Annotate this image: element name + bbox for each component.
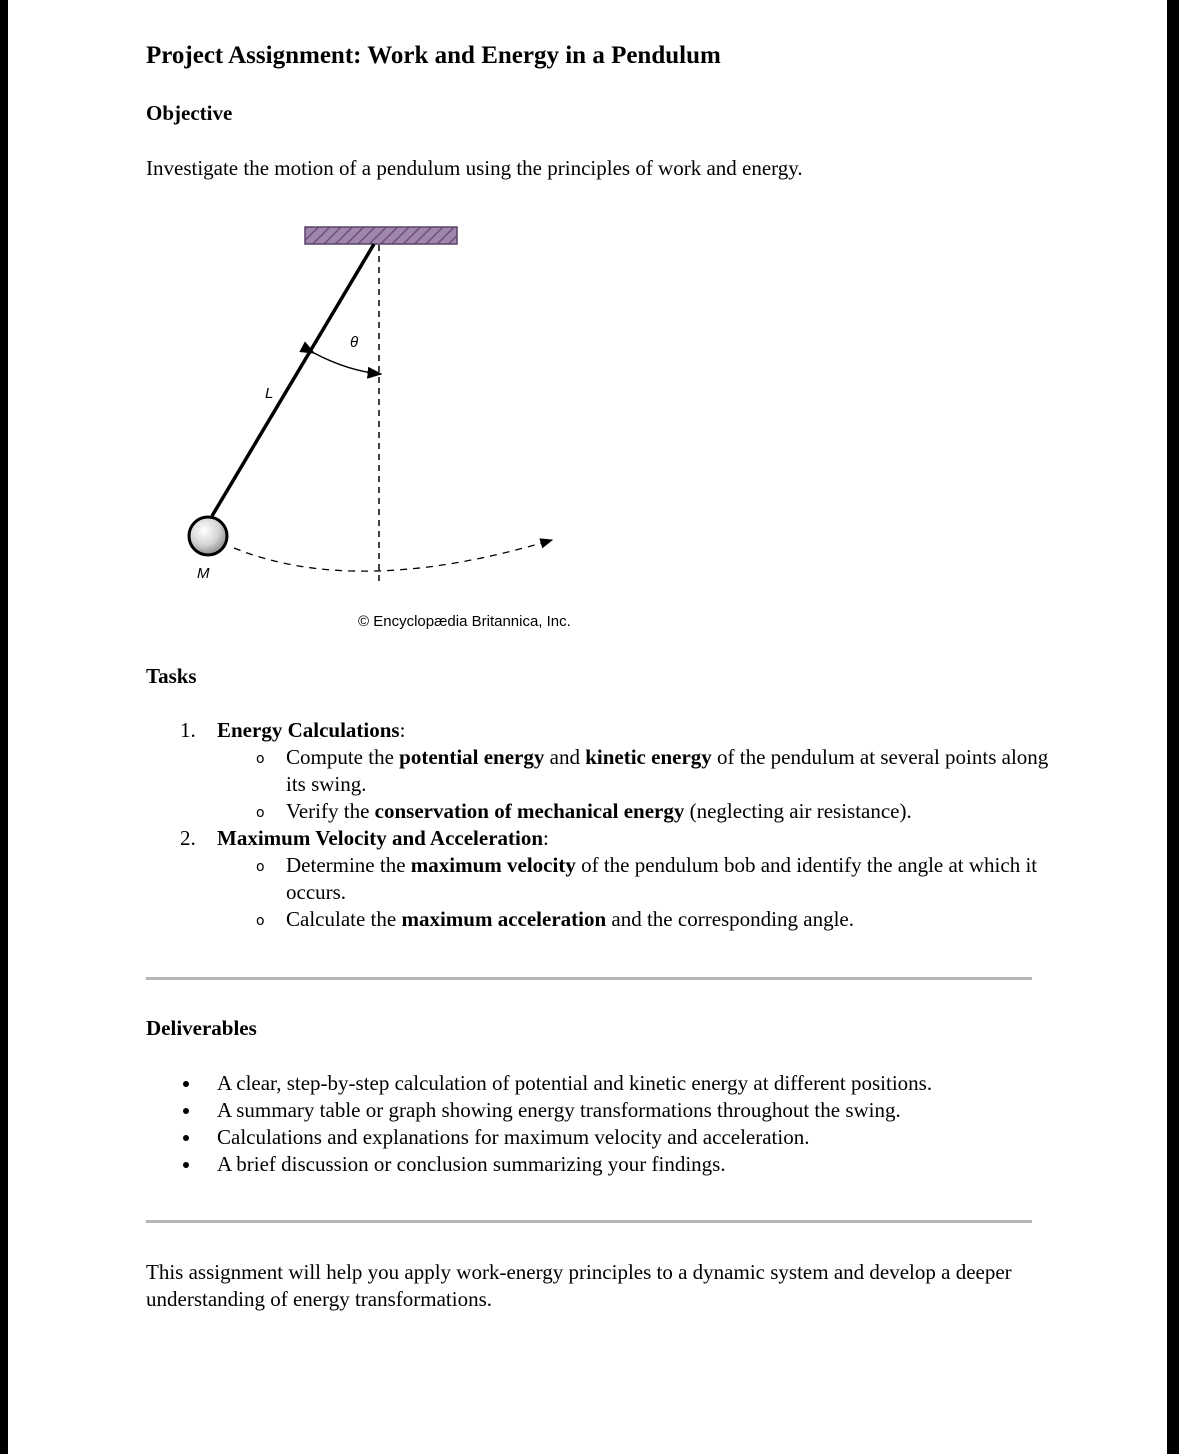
length-label: L [265,385,274,402]
list-item: A clear, step-by-step calculation of potential and kinetic energy at different positions. [180,1070,1060,1097]
task-number: 2. [180,826,196,850]
task-number: 1. [180,718,196,742]
list-item: A summary table or graph showing energy transformations throughout the swing. [180,1097,1060,1124]
task-title: Maximum Velocity and Acceleration [217,826,544,850]
bullet-dot [183,1135,189,1141]
bullet-dot [183,1108,189,1114]
subitem-marker: o [256,913,265,929]
pendulum-figure [168,218,608,638]
angle-arc [314,353,381,374]
list-item: Calculations and explanations for maximum velocity and acceleration. [180,1124,1060,1151]
deliverables-list [180,1070,1060,1178]
mass-label: M [197,565,210,582]
image-credit: © Encyclopædia Britannica, Inc. [358,613,571,630]
tasks-heading: Tasks [146,664,197,688]
document-title: Project Assignment: Work and Energy in a Pendulum [146,42,721,69]
objective-text: Investigate the motion of a pendulum using the principles of work and energy. [146,156,803,180]
ceiling-support [305,227,457,244]
task-subitem: o Verify the conservation of mechanical energy (neglecting air resistance). [180,798,1060,825]
deliverables-heading: Deliverables [146,1016,257,1040]
subitem-marker: o [256,805,265,821]
section-divider [146,1220,1032,1223]
swing-path [234,540,552,571]
pendulum-bob [189,517,227,555]
document-page [8,0,1167,1454]
tasks-list [180,717,1060,933]
bullet-dot [183,1081,189,1087]
task-subitem: o Determine the maximum velocity of the pendulum bob and identify the angle at which it occurs. [256,853,1038,904]
pendulum-string [212,244,374,516]
task-subitem: o Compute the potential energy and kinetic energy of the pendulum at several points along its swing. [256,745,1049,796]
task-title: Energy Calculations [217,718,400,742]
theta-label: θ [350,334,359,351]
subitem-marker: o [256,859,265,875]
closing-text: This assignment will help you apply work-energy principles to a dynamic system and develop a deeper understanding of energy transformations. [146,1260,1012,1311]
subitem-marker: o [256,751,265,767]
task-item: 2. Maximum Velocity and Acceleration: [180,826,549,850]
section-divider [146,977,1032,980]
list-item: A brief discussion or conclusion summarizing your findings. [180,1151,1060,1178]
task-item: 1. Energy Calculations: [180,718,406,742]
objective-heading: Objective [146,101,233,125]
bullet-dot [183,1162,189,1168]
pendulum-diagram [168,218,608,608]
task-subitem: o Calculate the maximum acceleration and the corresponding angle. [180,906,1060,933]
